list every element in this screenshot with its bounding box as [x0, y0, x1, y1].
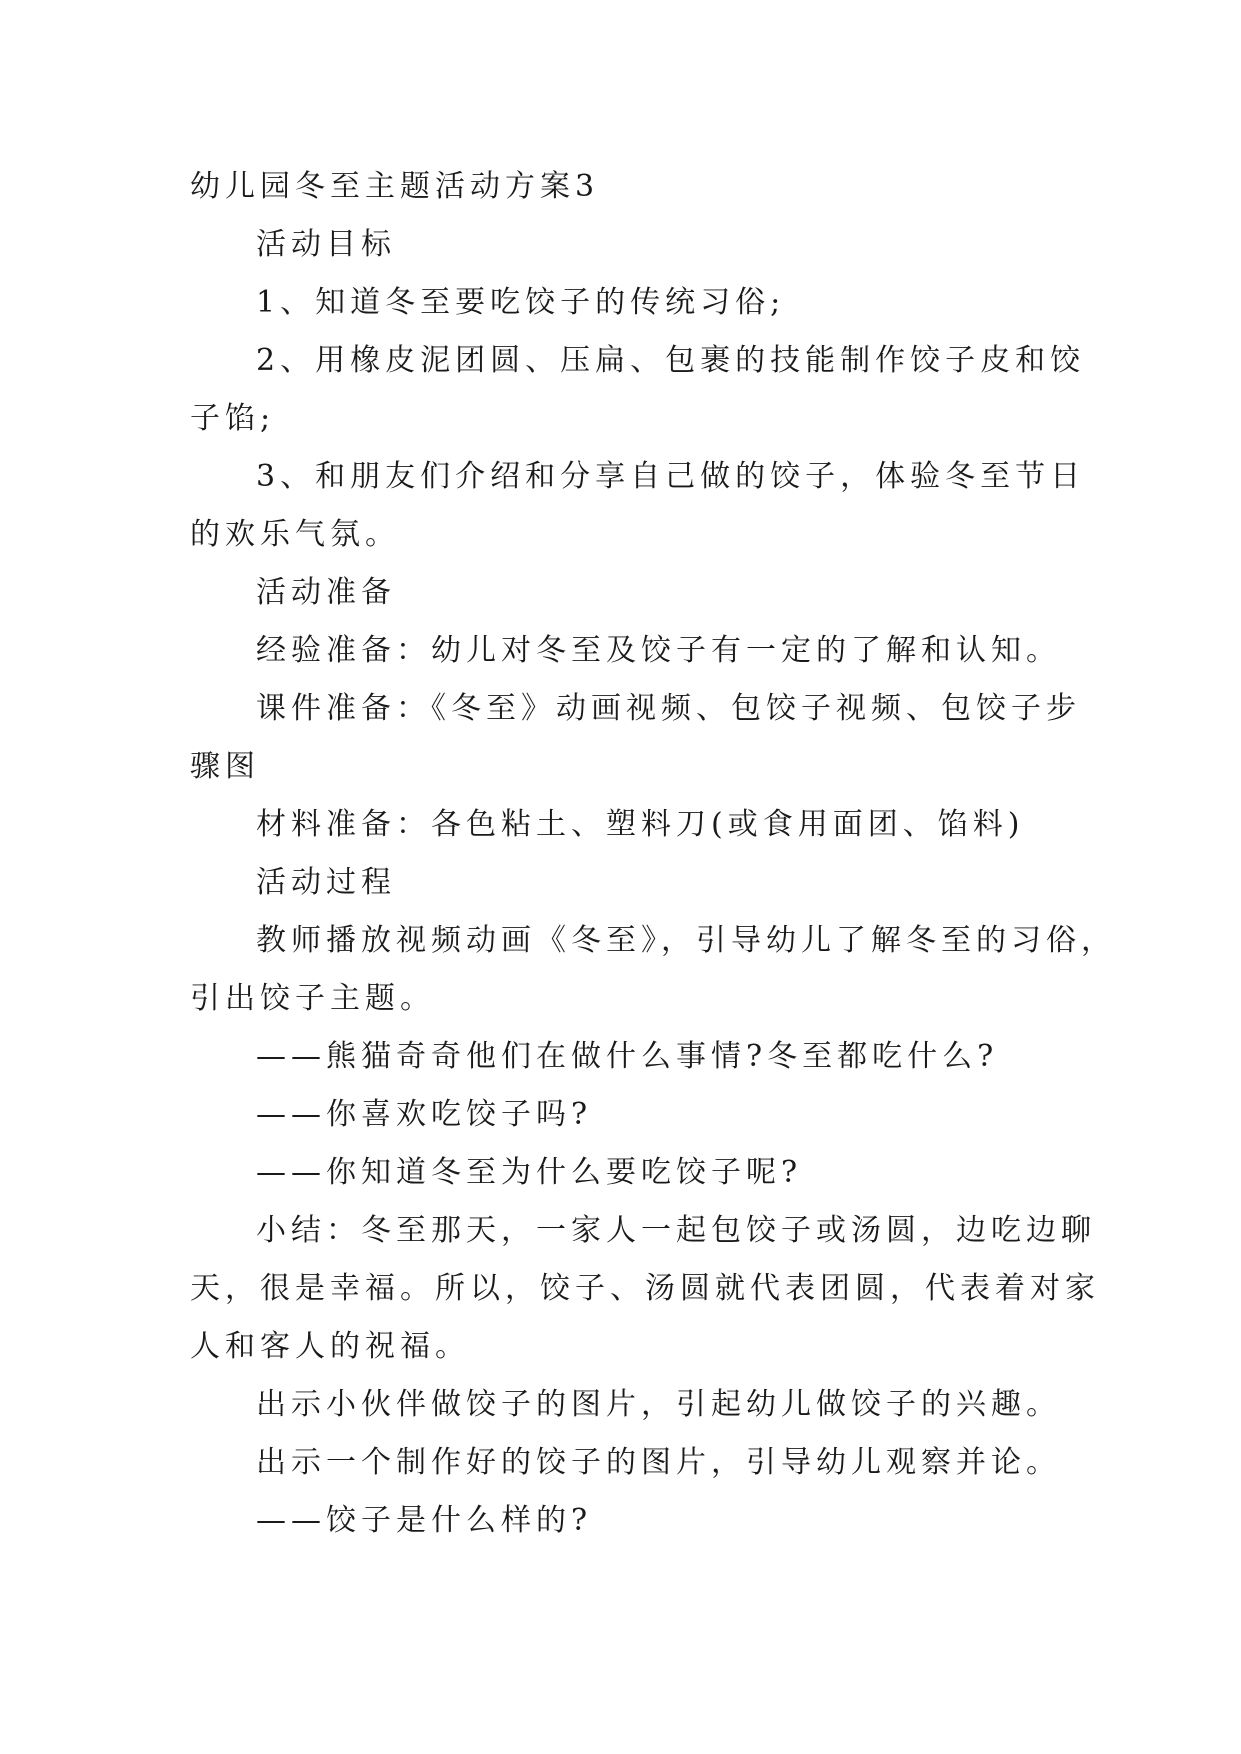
question-3: ——你知道冬至为什么要吃饺子呢? — [256, 1155, 803, 1190]
question-1: ——熊猫奇奇他们在做什么事情?冬至都吃什么? — [256, 1039, 999, 1074]
document-body — [190, 158, 1116, 1550]
goal-item-3-line-1: 3、和朋友们介绍和分享自己做的饺子，体验冬至节日 — [256, 459, 1086, 494]
show-picture-1: 出示小伙伴做饺子的图片，引起幼儿做饺子的兴趣。 — [256, 1387, 1061, 1422]
question-4: ——饺子是什么样的? — [256, 1503, 593, 1538]
goal-heading: 活动目标 — [256, 227, 396, 262]
show-picture-2: 出示一个制作好的饺子的图片，引导幼儿观察并论。 — [256, 1445, 1061, 1480]
goal-item-1: 1、知道冬至要吃饺子的传统习俗; — [256, 285, 786, 320]
prep-experience: 经验准备：幼儿对冬至及饺子有一定的了解和认知。 — [256, 633, 1061, 668]
summary-line-2: 天，很是幸福。所以，饺子、汤圆就代表团圆，代表着对家 — [190, 1271, 1100, 1306]
prep-courseware-line-1: 课件准备：《冬至》动画视频、包饺子视频、包饺子步 — [256, 691, 1081, 726]
prep-materials: 材料准备：各色粘土、塑料刀(或食用面团、馅料) — [256, 807, 1025, 842]
process-step-1-line-1: 教师播放视频动画《冬至》，引导幼儿了解冬至的习俗， — [256, 923, 1116, 958]
goal-item-2-line-1: 2、用橡皮泥团圆、压扁、包裹的技能制作饺子皮和饺 — [256, 343, 1086, 378]
goal-item-3-line-2: 的欢乐气氛。 — [190, 517, 400, 552]
summary-line-1: 小结：冬至那天，一家人一起包饺子或汤圆，边吃边聊 — [256, 1213, 1096, 1248]
document-title: 幼儿园冬至主题活动方案3 — [190, 169, 600, 204]
goal-item-2-line-2: 子馅; — [190, 401, 276, 436]
summary-line-3: 人和客人的祝福。 — [190, 1329, 470, 1364]
question-2: ——你喜欢吃饺子吗? — [256, 1097, 593, 1132]
process-step-1-line-2: 引出饺子主题。 — [190, 981, 435, 1016]
process-heading: 活动过程 — [256, 865, 396, 900]
prep-courseware-line-2: 骤图 — [190, 749, 260, 784]
prep-heading: 活动准备 — [256, 575, 396, 610]
